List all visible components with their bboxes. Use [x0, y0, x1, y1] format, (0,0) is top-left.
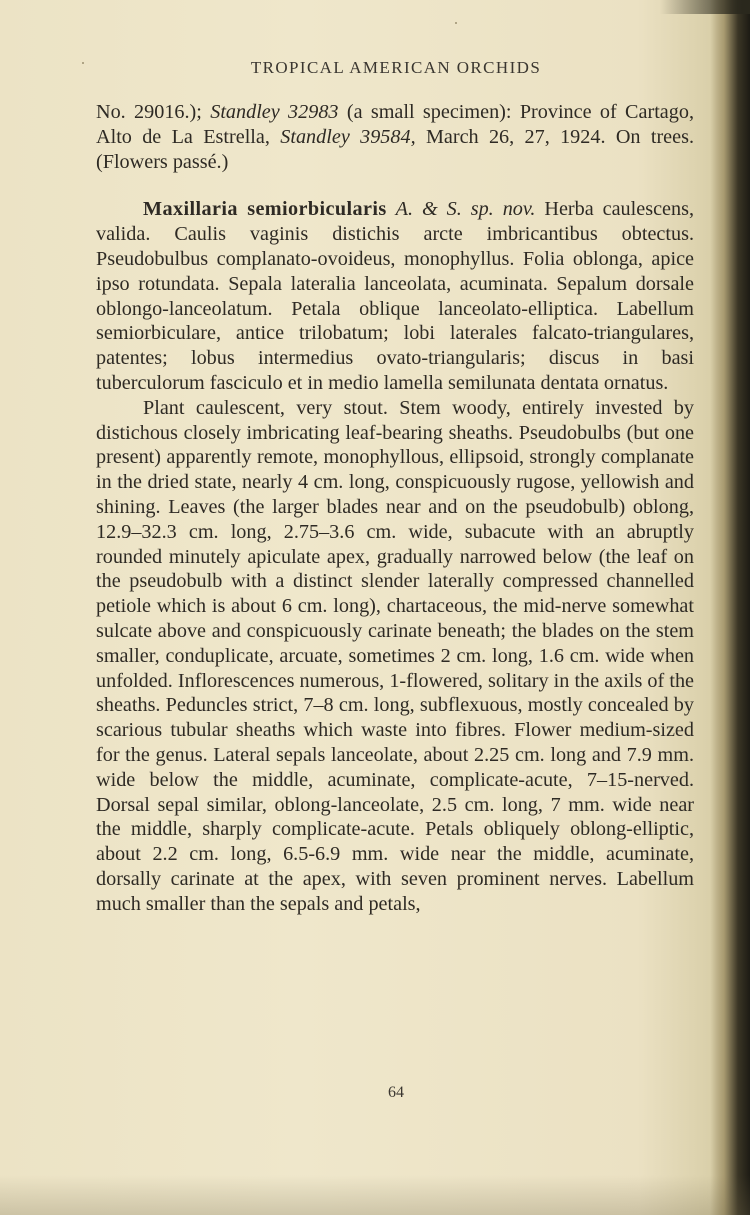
paragraph-english-description: Plant caulescent, very stout. Stem woody, entirely invested by distichous closely imbricating leaf-bearing sheaths. Pseudobulbs (but one present) apparently remote, monophyllous, ellipsoid, strongly complanate in the dried state, nearly 4 cm. long, conspicuously rugose, yellowish and shining. Leaves (the larger blades near and on the pseudobulb) oblong, 12.9–32.3 cm. long, 2.75–3.6 cm. wide, subacute with an abruptly rounded minutely apiculate apex, gradually narrowed below (the leaf on the pseudobulb with a distinct slender laterally compressed channelled petiole which is about 6 cm. long), chartaceous, the mid-nerve somewhat sulcate above and conspicuously carinate beneath; the blades on the stem smaller, conduplicate, arcuate, sometimes 2 cm. long, 1.6 cm. wide when unfolded. Inflorescences numerous, 1-flowered, solitary in the axils of the sheaths. Peduncles strict, 7–8 cm. long, subflexuous, mostly concealed by scarious tubular sheaths which waste into fibres. Flower medium-sized for the genus. Lateral sepals lanceolate, about 2.25 cm. long and 7.9 mm. wide below the middle, acuminate, complicate-acute, 7–15-nerved. Dorsal sepal similar, oblong-lanceolate, 2.5 cm. long, 7 mm. wide near the middle, sharply complicate-acute. Petals obliquely oblong-elliptic, about 2.2 cm. long, 6.5-6.9 mm. wide near the middle, acuminate, dorsally carinate at the apex, with seven prominent nerves. Labellum much smaller than the sepals and petals,: [96, 396, 694, 915]
latin-diagnosis-text: Herba caulescens, valida. Caulis vaginis distichis arcte imbricantibus obtectus. Pseudobulbus complanato-ovoideus, monophyllus. Folia oblonga, apice ipso rotundata. Sepala lateralia lanceolata, acuminata. Sepalum dorsale oblongo-lanceolatum. Petala oblique lanceolato-elliptica. Labellum semiorbiculare, antice trilobatum; lobi laterales falcato-triangulares, patentes; lobus intermedius ovato-triangularis; discus in basi tuberculorum fasciculo et in medio lamella semilunata dentata ornatus.: [96, 198, 694, 394]
para1-text-3: March 26, 27, 1924. On trees. (Flowers passé.): [96, 125, 694, 173]
body-text: [96, 100, 694, 917]
page-bottom-shade: [0, 1175, 750, 1215]
running-head: TROPICAL AMERICAN ORCHIDS: [250, 58, 542, 77]
para1-collector-2: Standley 39584,: [280, 125, 416, 148]
page-corner-shadow: [660, 0, 750, 14]
species-name: Maxillaria semiorbicularis: [143, 198, 387, 221]
para1-text-2: (a small specimen): Province of Cartago, Alto de La Estrella,: [96, 101, 694, 148]
para1-collector-1: Standley 32983: [210, 101, 339, 123]
paper-speck: [82, 62, 84, 64]
paragraph-latin-diagnosis: [96, 197, 694, 395]
species-authority: A. & S. sp. nov.: [395, 198, 536, 221]
paper-speck: [455, 22, 457, 24]
paragraph-specimens: [96, 100, 694, 174]
book-spine-shadow: [710, 0, 750, 1215]
page-number: 64: [388, 1084, 404, 1101]
para1-text-1: No. 29016.);: [96, 101, 211, 123]
